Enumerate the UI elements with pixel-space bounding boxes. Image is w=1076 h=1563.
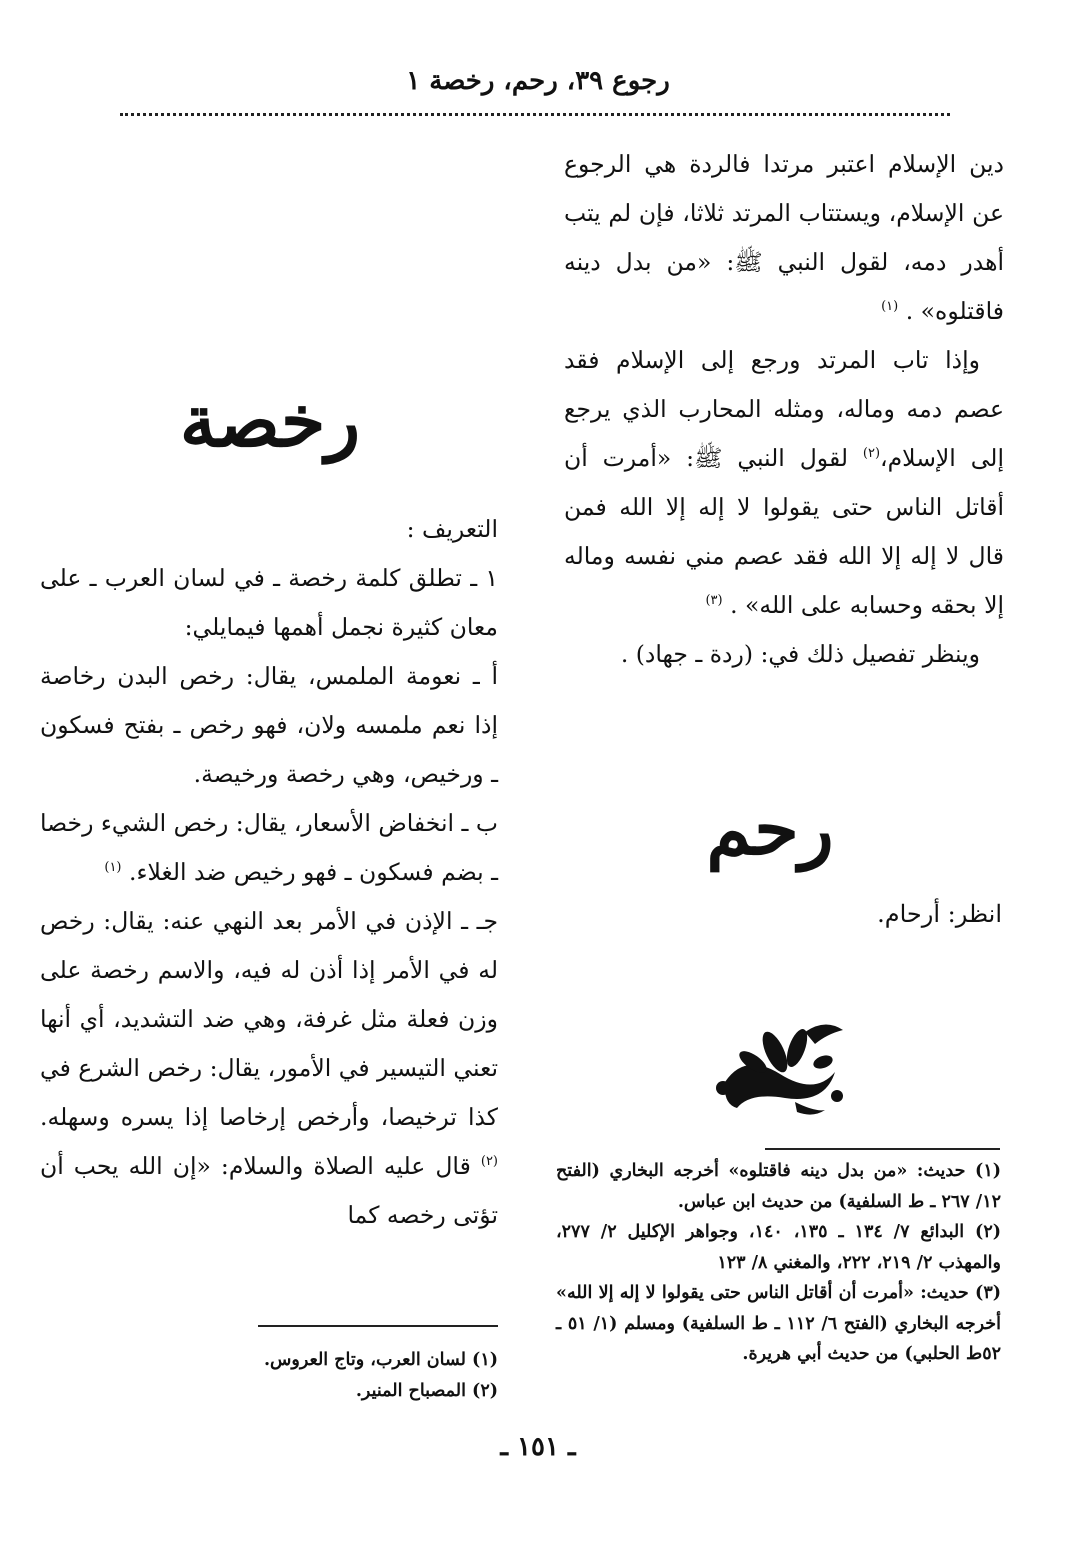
- meaning-b: ب ـ انخفاض الأسعار، يقال: رخص الشيء رخصا ـ بضم فسكون ـ فهو رخيص ضد الغلاء. $^{(١)}$: [40, 809, 498, 886]
- right-column: [564, 140, 1004, 679]
- paragraph-apostasy: دين الإسلام اعتبر مرتدا فالردة هي الرجوع عن الإسلام، ويستتاب المرتد ثلاثا، فإن لم يتب أهدر دمه، لقول النبي ﷺ: «من بدل دينه فاقتلوه» . $^{(١)}$: [564, 150, 1004, 325]
- meaning-a: أ ـ نعومة الملمس، يقال: رخص البدن رخاصة إذا نعم ملمسه ولان، فهو رخص ـ بفتح فسكون ـ ورخيص، وهي رخصة ورخيصة.: [40, 662, 498, 788]
- definition-heading: التعريف :: [406, 515, 498, 543]
- floral-ornament-icon: [705, 1012, 855, 1122]
- paragraph-repentance: وإذا تاب المرتد ورجع إلى الإسلام فقد عصم دمه وماله، ومثله المحارب الذي يرجع إلى الإسلام،$^{(٢)}$ لقول النبي ﷺ: «أمرت أن أقاتل الناس حتى يقولوا لا إله إلا الله فمن قال لا إله إلا الله فقد عصم مني نفسه وماله إلا بحقه وحسابه على الله» . $^{(٣)}$: [564, 346, 1004, 619]
- footnote-item: (٢) البدائع ٧/ ١٣٤ ـ ١٣٥، ١٤٠، وجواهر الإكليل ٢/ ٢٧٧، والمهذب ٢/ ٢١٩، ٢٢٢، والمغني ٨/ ١٢٣: [556, 1222, 1002, 1273]
- paragraph-see-details: وينظر تفصيل ذلك في: (ردة ـ جهاد) .: [620, 640, 980, 668]
- footnote-rule-left: [258, 1325, 498, 1327]
- header-dotted-rule: [120, 113, 950, 116]
- footnote-item: (٣) حديث: «أمرت أن أقاتل الناس حتى يقولوا لا إله إلا الله» أخرجه البخاري (الفتح ٦/ ١١٢ ـ ط السلفية) ومسلم (١/ ٥١ ـ ٥٢ط الحلبي) من حديث أبي هريرة.: [556, 1283, 1001, 1364]
- footnotes-right: [556, 1156, 1001, 1370]
- entry-title-rukhsa: رخصة: [179, 378, 361, 463]
- definition-intro: ١ ـ تطلق كلمة رخصة ـ في لسان العرب ـ على معان كثيرة نجمل أهمها فيمايلي:: [40, 564, 498, 641]
- footnote-item: (١) حديث: «من بدل دينه فاقتلوه» أخرجه البخاري (الفتح ١٢/ ٢٦٧ ـ ط السلفية) من حديث ابن عباس.: [556, 1161, 1001, 1212]
- left-column: [40, 505, 498, 1240]
- footnote-item: (٢) المصباح المنير.: [355, 1380, 498, 1401]
- meaning-c: جـ ـ الإذن في الأمر بعد النهي عنه: يقال: رخص له في الأمر إذا أذن له فيه، والاسم رخصة على وزن فعلة مثل غرفة، وهي ضد التشديد، أي أنها تعني التيسير في الأمور، يقال: رخص الشرع في كذا ترخيصا، وأرخص إرخاصا إذا يسره وسهله. $^{(٢)}$ قال عليه الصلاة والسلام: «إن الله يحب أن تؤتى رخصه كما: [40, 907, 498, 1229]
- footnote-rule-right: [765, 1148, 1000, 1150]
- footnote-item: (١) لسان العرب، وتاج العروس.: [263, 1350, 498, 1370]
- page-number: ـ ١٥١ ـ: [500, 1432, 576, 1462]
- entry-title-rahm: رحم: [706, 786, 834, 871]
- see-also-note: انظر: أرحام.: [877, 900, 1002, 928]
- running-header: رجوع ٣٩، رحم، رخصة ١: [406, 66, 670, 96]
- footnotes-left: [38, 1345, 498, 1406]
